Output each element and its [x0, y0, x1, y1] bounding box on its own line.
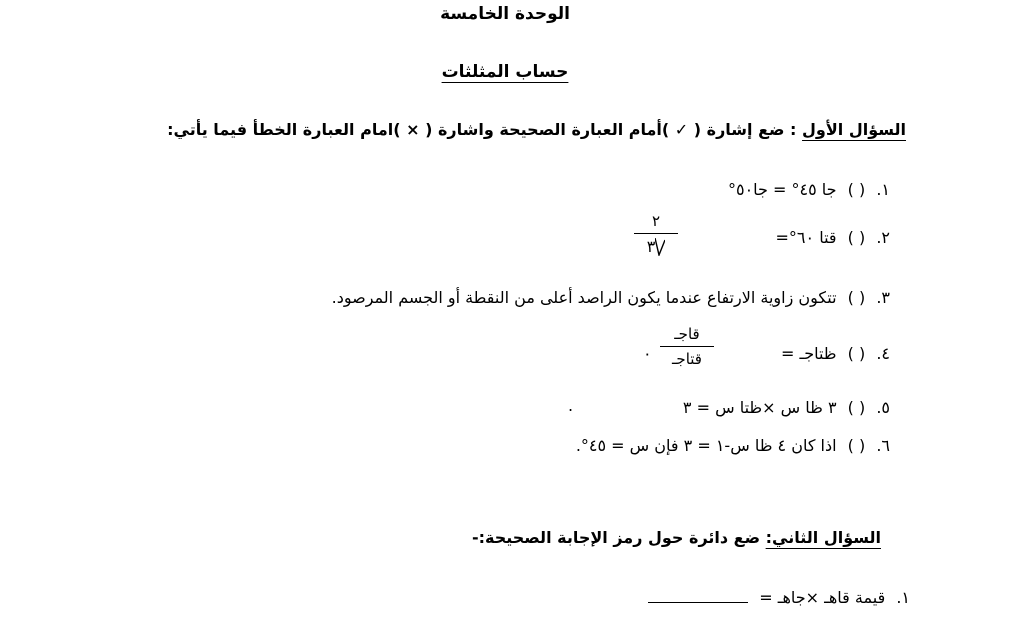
question1-item-3 — [332, 288, 890, 307]
item-text: جا ٤٥° = جا٥٠° — [727, 180, 837, 199]
answer-blank-line[interactable] — [648, 592, 748, 603]
question1-instruction: : ضع إشارة ( ✓ )أمام العبارة الصحيحة واشارة ( × )امام العبارة الخطأ فيما يأتي: — [167, 120, 803, 139]
answer-parentheses[interactable]: ( ) — [847, 288, 866, 307]
answer-parentheses[interactable]: ( ) — [847, 344, 866, 363]
fraction-numerator: قاجـ — [674, 325, 700, 343]
answer-parentheses[interactable]: ( ) — [847, 436, 866, 455]
item-text: قتا ٦٠°= — [775, 228, 837, 247]
question1-item-4 — [781, 344, 890, 363]
lesson-title: حساب المثلثات — [441, 62, 569, 82]
question1-item-5 — [683, 398, 890, 417]
item-number: ٥. — [876, 398, 890, 417]
fraction-denominator: ٣ — [646, 237, 656, 256]
fraction-sec-over-csc — [660, 325, 714, 368]
answer-parentheses[interactable]: ( ) — [847, 228, 866, 247]
question2-heading — [472, 528, 881, 547]
item-number: ١. — [896, 588, 910, 607]
fraction-bar — [660, 346, 714, 347]
item-number: ٦. — [876, 436, 890, 455]
item-5-tail: . — [568, 396, 574, 415]
question2-label: السؤال الثاني: — [765, 528, 881, 547]
item-text: ظتاجـ = — [781, 344, 837, 363]
item-4-tail: ٠ — [643, 344, 652, 363]
question1-item-6 — [576, 436, 890, 455]
radical-icon — [655, 238, 665, 256]
question1-label: السؤال الأول — [802, 120, 906, 139]
question1-item-2 — [776, 228, 890, 247]
item-number: ٢. — [876, 228, 890, 247]
root-3 — [647, 237, 666, 256]
question2-item-1 — [648, 588, 910, 607]
question1-heading — [167, 120, 906, 139]
question1-item-1 — [728, 180, 890, 199]
item-number: ٣. — [876, 288, 890, 307]
item-text: تتكون زاوية الارتفاع عندما يكون الراصد أعلى من النقطة أو الجسم المرصود. — [331, 288, 837, 307]
fraction-denominator: قتاجـ — [672, 350, 702, 368]
question2-instruction: ضع دائرة حول رمز الإجابة الصحيحة:- — [471, 528, 766, 547]
fraction-numerator: ٢ — [651, 212, 661, 230]
item-number: ١. — [876, 180, 890, 199]
item-text: اذا كان ٤ ظا س-١ = ٣ فإن س = ٤٥°. — [575, 436, 837, 455]
fraction-bar — [634, 233, 678, 234]
item-text: قيمة قاهـ ×جاهـ = — [759, 588, 886, 607]
item-number: ٤. — [876, 344, 890, 363]
item-text: ٣ ظا س ×ظتا س = ٣ — [682, 398, 837, 417]
fraction-2-over-root-3 — [634, 212, 678, 256]
answer-parentheses[interactable]: ( ) — [847, 398, 866, 417]
answer-parentheses[interactable]: ( ) — [847, 180, 866, 199]
unit-title: الوحدة الخامسة — [440, 4, 570, 24]
